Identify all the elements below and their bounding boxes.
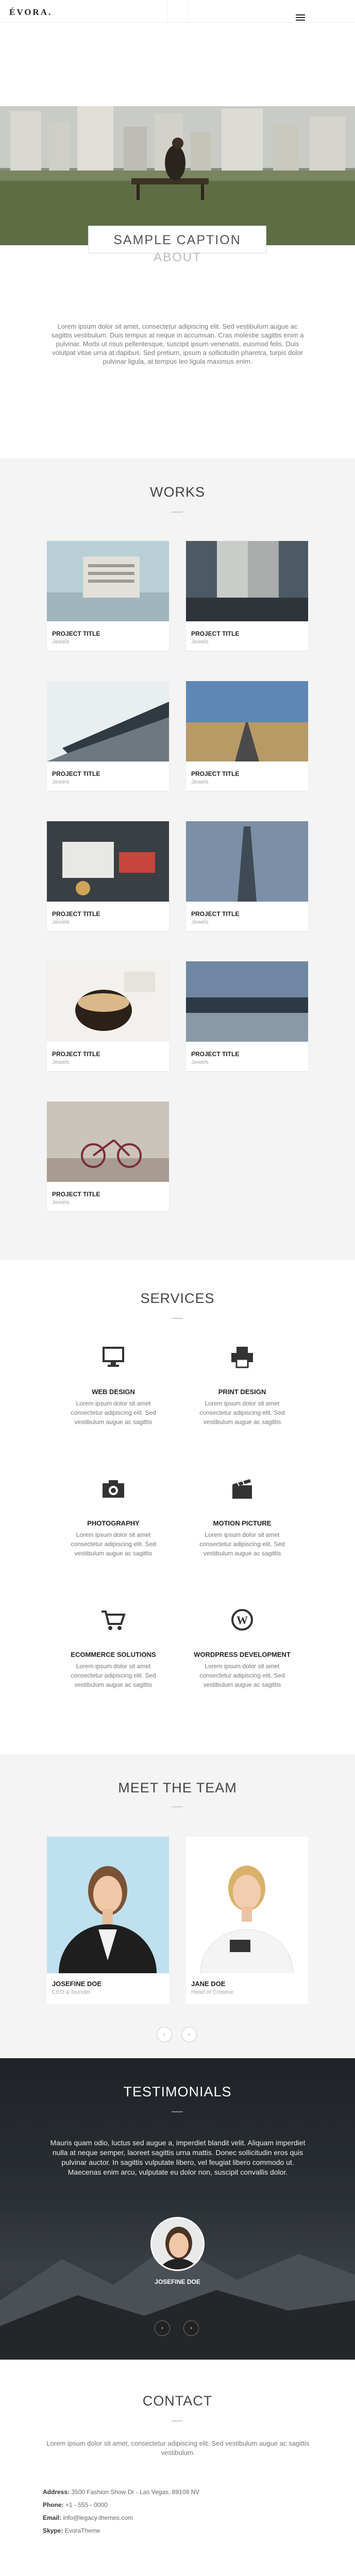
testimonial-author: JOSEFINE DOE <box>155 2278 200 2285</box>
team-member-card[interactable] <box>47 1837 169 2004</box>
logo[interactable]: ÉVORA. <box>9 7 53 17</box>
work-title: PROJECT TITLE <box>191 630 240 637</box>
work-subtitle: Jewels <box>52 919 70 925</box>
work-title: PROJECT TITLE <box>191 910 240 918</box>
team-member-name: JANE DOE <box>191 1980 226 1988</box>
about-title: ABOUT <box>154 250 201 264</box>
contact-email[interactable]: Email: info@legacy-themes.com <box>43 2514 133 2521</box>
work-subtitle: Jewels <box>191 1059 209 1065</box>
team-member-role: CEO & founder <box>52 1989 91 1995</box>
contact-phone: Phone: +1 - 555 - 0000 <box>43 2501 108 2509</box>
works-title-divider <box>172 512 183 513</box>
work-card[interactable] <box>186 541 308 651</box>
service-title: WEB DESIGN <box>92 1388 135 1396</box>
svg-text:W: W <box>236 1614 248 1626</box>
work-image <box>186 681 308 761</box>
work-image <box>186 541 308 621</box>
hero-image <box>0 106 355 245</box>
work-card[interactable] <box>186 821 308 931</box>
clapperboard-icon <box>229 1477 255 1500</box>
team-member-photo <box>47 1837 169 1973</box>
work-subtitle: Jewels <box>52 1059 70 1065</box>
service-title: MOTION PICTURE <box>213 1519 272 1527</box>
service-text: Lorem ipsum dolor sit amet consectetur adipiscing elit. Sed vestibulum augue ac sagittis <box>71 1531 156 1557</box>
services-title: SERVICES <box>140 1291 215 1306</box>
team-member-name: JOSEFINE DOE <box>52 1980 102 1988</box>
team-member-card[interactable] <box>186 1837 308 2004</box>
work-subtitle: Jewels <box>191 639 209 645</box>
hero-scene <box>0 106 355 245</box>
works-title: WORKS <box>149 484 205 500</box>
work-title: PROJECT TITLE <box>52 770 100 777</box>
work-card[interactable] <box>47 541 169 651</box>
work-subtitle: Jewels <box>52 639 70 645</box>
service-text: Lorem ipsum dolor sit amet consectetur adipiscing elit. Sed vestibulum augue ac sagittis <box>199 1531 285 1557</box>
hamburger-menu-icon[interactable] <box>296 14 305 15</box>
team-member-role: Head of Creative <box>191 1989 234 1995</box>
work-title: PROJECT TITLE <box>52 630 100 637</box>
testimonial-avatar <box>150 2217 205 2271</box>
cart-icon <box>100 1608 126 1632</box>
monitor-icon <box>100 1346 126 1369</box>
work-title: PROJECT TITLE <box>52 1191 100 1198</box>
service-text: Lorem ipsum dolor sit amet consectetur adipiscing elit. Sed vestibulum augue ac sagittis <box>71 1663 156 1688</box>
work-image <box>47 681 169 761</box>
work-card[interactable] <box>186 681 308 791</box>
service-title: PHOTOGRAPHY <box>87 1519 140 1527</box>
testimonial-prev-button[interactable]: ‹ <box>155 2320 170 2336</box>
camera-icon <box>100 1477 126 1500</box>
work-subtitle: Jewels <box>191 919 209 925</box>
work-image <box>47 541 169 621</box>
service-title: ECOMMERCE SOLUTIONS <box>71 1651 156 1658</box>
testimonial-background <box>0 2058 355 2360</box>
contact-title: CONTACT <box>142 2393 213 2409</box>
team-title: MEET THE TEAM <box>118 1780 237 1795</box>
header-divider <box>167 0 188 23</box>
service-text: Lorem ipsum dolor sit amet consectetur adipiscing elit. Sed vestibulum augue ac sagittis <box>199 1400 285 1426</box>
work-card[interactable] <box>47 681 169 791</box>
testimonial-quote: Mauris quam odio, luctus sed augue a, imperdiet blandit velit. Aliquam imperdiet nulla at neque semper, laoreet sagittis urna mattis. Donec sollicitudin eros quis pulvinar auctor. In sagittis vulputate libero, vel feugiat libero commodo ut. Maecenas enim arcu, vulputate eu dolor non, suscipit convallis dolor. <box>50 2139 306 2176</box>
service-title: PRINT DESIGN <box>218 1388 266 1396</box>
work-title: PROJECT TITLE <box>52 1050 100 1058</box>
service-text: Lorem ipsum dolor sit amet consectetur adipiscing elit. Sed vestibulum augue ac sagittis <box>199 1663 285 1688</box>
work-image <box>186 961 308 1042</box>
work-subtitle: Jewels <box>52 779 70 785</box>
testimonial-next-button[interactable]: › <box>183 2320 199 2336</box>
work-card[interactable] <box>186 961 308 1071</box>
work-image <box>186 821 308 902</box>
team-next-button[interactable]: › <box>181 2027 197 2042</box>
team-title-divider <box>172 1806 183 1807</box>
top-bar <box>0 0 355 23</box>
contact-text: Lorem ipsum dolor sit amet, consectetur adipiscing elit. Sed vestibulum augue ac sagittis vestibulum. <box>46 2439 310 2456</box>
work-image <box>47 961 169 1042</box>
testimonials-section <box>0 2058 355 2360</box>
contact-title-divider <box>172 2420 183 2421</box>
work-image <box>47 821 169 902</box>
work-card[interactable] <box>47 961 169 1071</box>
team-member-photo <box>186 1837 308 1973</box>
work-title: PROJECT TITLE <box>191 770 240 777</box>
about-text: Lorem ipsum dolor sit amet, consectetur adipiscing elit. Sed vestibulum augue ac sagittis vestibulum. Duis tempus at neque in accumsan. Cras molestie sagittis enim a pulvinar. Morbi ut risus pellentesque, suscipit ipsum venenatis, euismod felis. Duis volutpat vitae urna at dapibus. Sed pretium, ipsum a sollicitudin pharetra, turpis dolor pulvinar ligula, at tempus leo ligula maximus enim. <box>51 323 304 365</box>
work-card[interactable] <box>47 821 169 931</box>
work-title: PROJECT TITLE <box>52 910 100 918</box>
work-card[interactable] <box>47 1101 169 1211</box>
work-image <box>47 1101 169 1182</box>
testimonials-title: TESTIMONIALS <box>123 2084 232 2099</box>
contact-skype[interactable]: Skype: EvoraTheme <box>43 2527 100 2534</box>
team-prev-button[interactable]: ‹ <box>157 2027 172 2042</box>
work-subtitle: Jewels <box>191 779 209 785</box>
service-title: WORDPRESS DEVELOPMENT <box>194 1651 291 1658</box>
work-title: PROJECT TITLE <box>191 1050 240 1058</box>
printer-icon <box>229 1346 255 1369</box>
wordpress-icon <box>229 1608 255 1632</box>
contact-address: Address: 3500 Fashion Show Dr - Las Vegas, 89109 NV <box>43 2488 200 2496</box>
work-subtitle: Jewels <box>52 1199 70 1206</box>
testimonials-title-divider <box>172 2111 183 2112</box>
service-text: Lorem ipsum dolor sit amet consectetur adipiscing elit. Sed vestibulum augue ac sagittis <box>71 1400 156 1426</box>
hero-caption: SAMPLE CAPTION <box>113 233 241 247</box>
services-title-divider <box>172 1318 183 1319</box>
